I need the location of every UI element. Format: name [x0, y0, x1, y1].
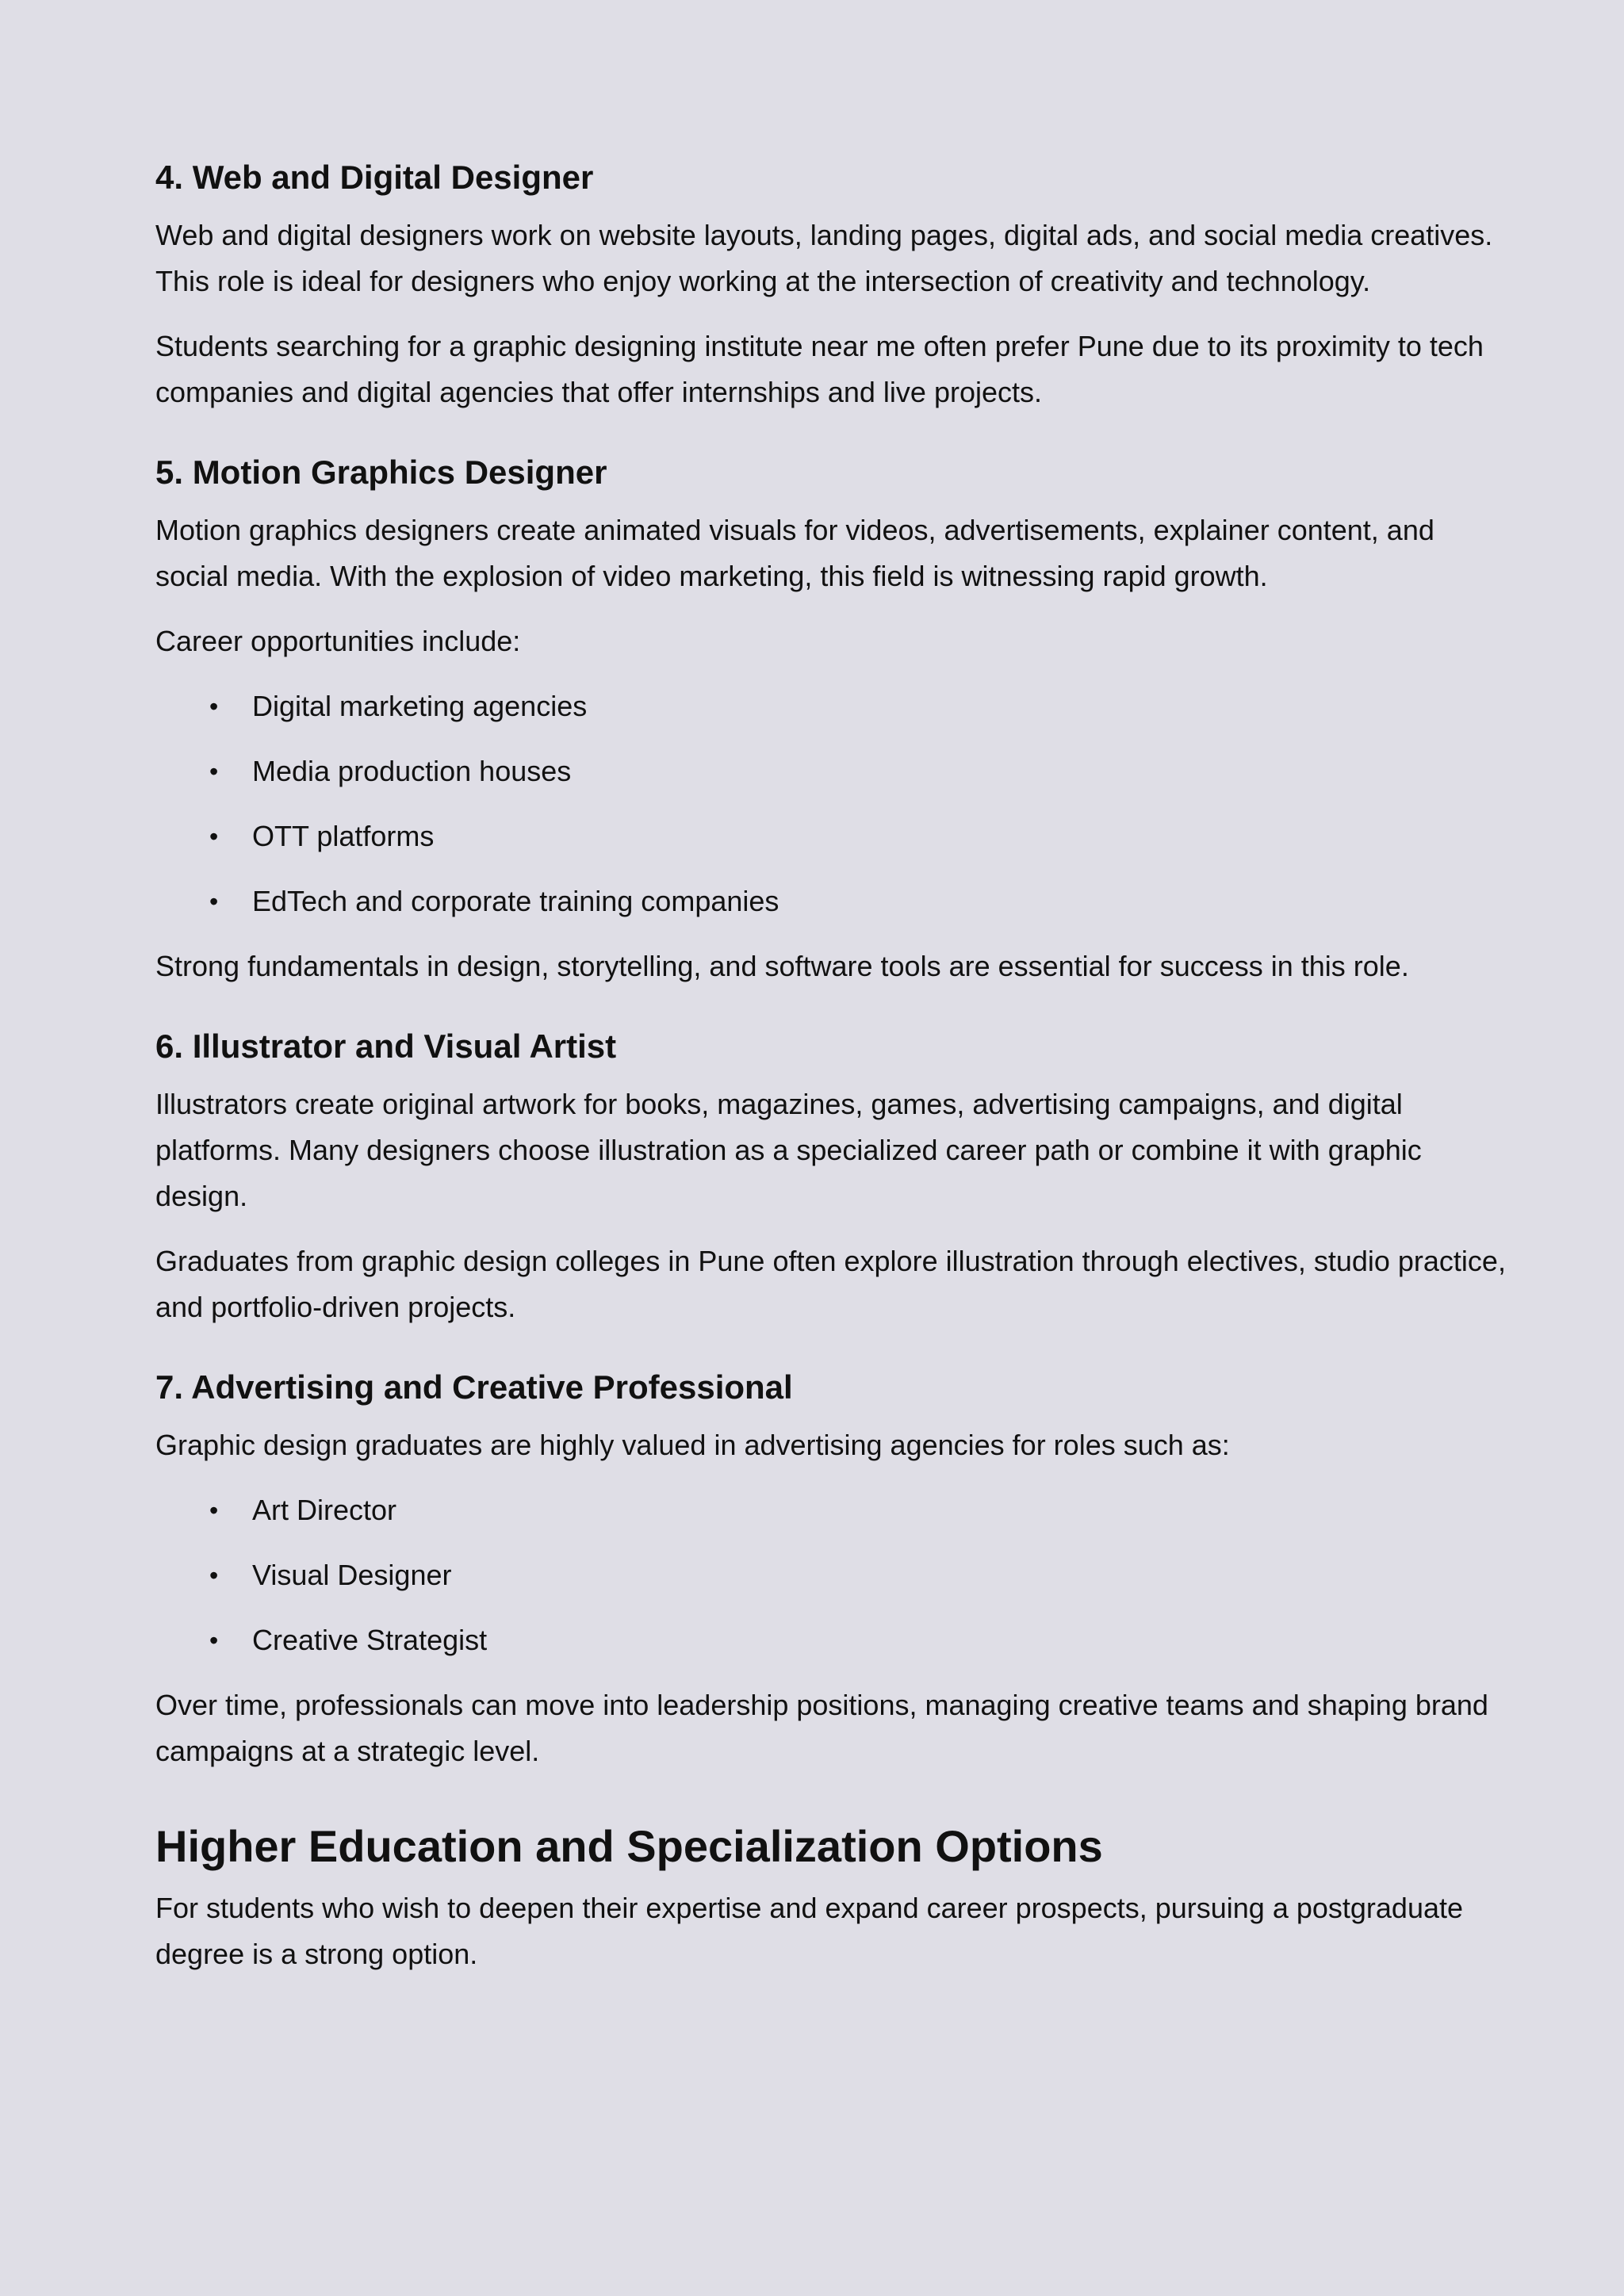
paragraph: Students searching for a graphic designing institute near me often prefer Pune due to its proximity to tech companies and digital agencies that offer internships and live projects.	[155, 330, 1484, 408]
bullet-icon: •	[209, 1561, 219, 1590]
bullet-icon: •	[209, 692, 219, 721]
paragraph: Graphic design graduates are highly valued in advertising agencies for roles such as:	[155, 1429, 1230, 1461]
paragraph: Strong fundamentals in design, storytelling, and software tools are essential for success in this role.	[155, 950, 1409, 982]
paragraph: Web and digital designers work on website layouts, landing pages, digital ads, and social media creatives. This role is ideal for designers who enjoy working at the intersection of creativity and technology.	[155, 219, 1493, 297]
section-heading: 5. Motion Graphics Designer	[155, 453, 607, 491]
list-item-text: Creative Strategist	[252, 1624, 488, 1656]
paragraph: Over time, professionals can move into leadership positions, managing creative teams and shaping brand campaigns at a strategic level.	[155, 1689, 1488, 1767]
bullet-list	[155, 683, 1513, 924]
bullet-icon: •	[209, 1496, 219, 1525]
paragraph: Graduates from graphic design colleges in Pune often explore illustration through electives, studio practice, and portfolio-driven projects.	[155, 1245, 1506, 1323]
list-item	[155, 878, 1513, 924]
section-motion-graphics-designer	[155, 450, 1513, 989]
bullet-icon: •	[209, 757, 219, 786]
list-item	[155, 1487, 1513, 1533]
paragraph: Career opportunities include:	[155, 625, 521, 657]
bullet-list	[155, 1487, 1513, 1663]
section-higher-education	[155, 1819, 1513, 1977]
section-main-heading: Higher Education and Specialization Options	[155, 1821, 1103, 1871]
list-item-text: Art Director	[252, 1494, 397, 1526]
list-item	[155, 1617, 1513, 1663]
section-web-digital-designer	[155, 155, 1513, 415]
list-item-text: Media production houses	[252, 755, 572, 787]
section-heading: 6. Illustrator and Visual Artist	[155, 1027, 617, 1065]
paragraph: Motion graphics designers create animated visuals for videos, advertisements, explainer content, and social media. With the explosion of video marketing, this field is witnessing rapid growth.	[155, 514, 1434, 592]
list-item	[155, 813, 1513, 859]
list-item	[155, 1552, 1513, 1598]
section-advertising-creative-professional	[155, 1365, 1513, 1774]
list-item-text: Digital marketing agencies	[252, 690, 588, 722]
section-heading: 7. Advertising and Creative Professional	[155, 1368, 793, 1406]
paragraph: Illustrators create original artwork for books, magazines, games, advertising campaigns, and digital platforms. Many designers choose illustration as a specialized career path or combine it with graphic design.	[155, 1088, 1422, 1212]
list-item-text: EdTech and corporate training companies	[252, 885, 779, 917]
section-illustrator-visual-artist	[155, 1024, 1513, 1330]
bullet-icon: •	[209, 822, 219, 851]
list-item	[155, 683, 1513, 729]
list-item-text: OTT platforms	[252, 820, 435, 852]
section-heading: 4. Web and Digital Designer	[155, 159, 594, 196]
bullet-icon: •	[209, 887, 219, 916]
list-item	[155, 748, 1513, 794]
list-item-text: Visual Designer	[252, 1559, 452, 1591]
bullet-icon: •	[209, 1626, 219, 1655]
paragraph: For students who wish to deepen their expertise and expand career prospects, pursuing a postgraduate degree is a strong option.	[155, 1892, 1464, 1970]
